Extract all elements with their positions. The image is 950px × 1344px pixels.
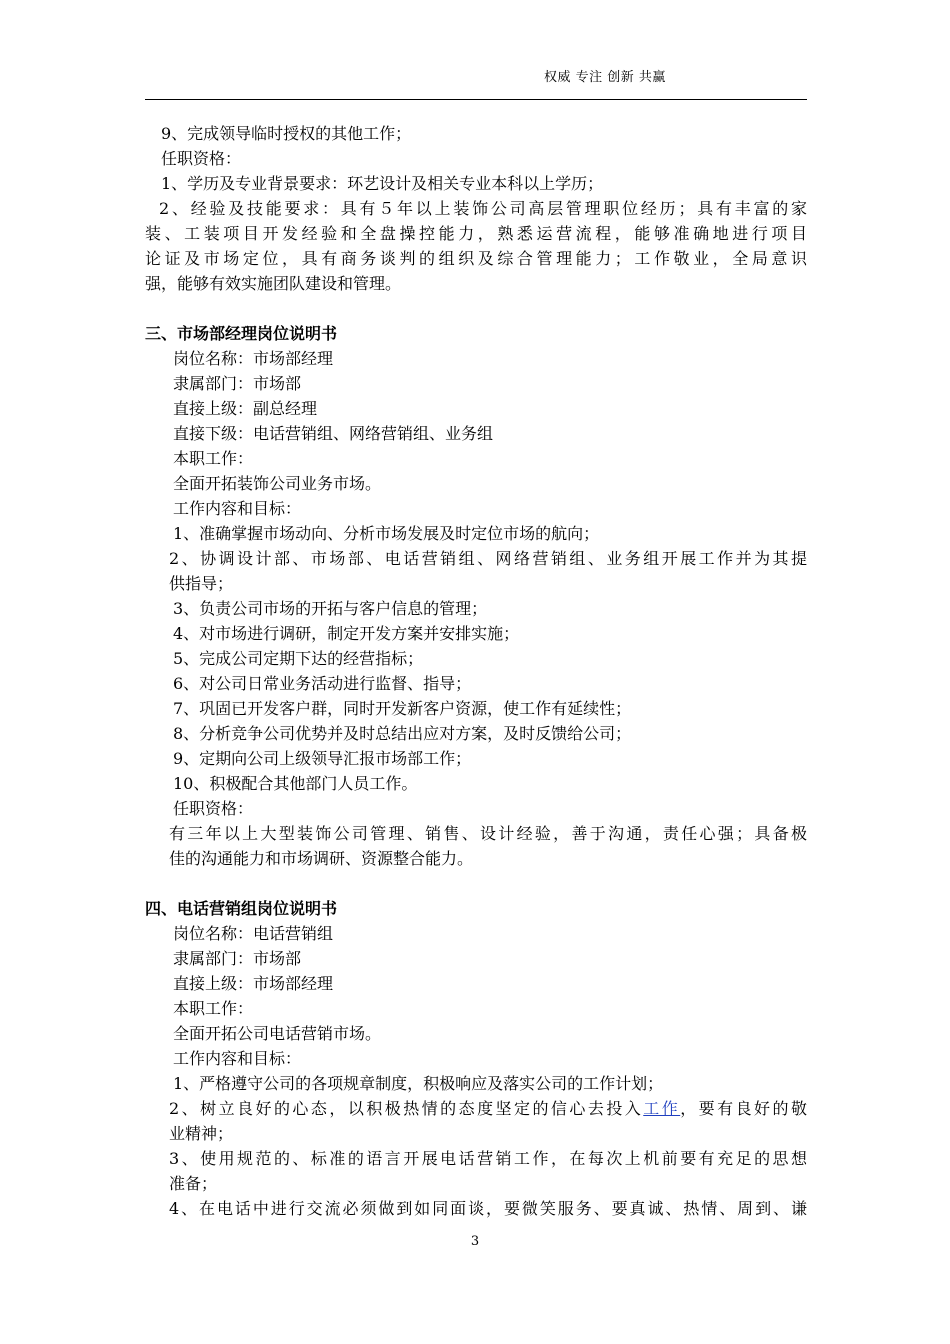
section-4-task-2-line-2: 业精神；	[169, 1124, 234, 1143]
section-4-department: 隶属部门：市场部	[173, 949, 302, 968]
section-4-superior: 直接上级：市场部经理	[173, 974, 334, 993]
section-3-duty-title: 本职工作：	[173, 449, 254, 468]
prev-qualification-2-line-3: 论证及市场定位，具有商务谈判的组织及综合管理能力；工作敬业，全局意识	[145, 249, 807, 268]
section-3-subordinate: 直接下级：电话营销组、网络营销组、业务组	[173, 424, 494, 443]
section-4-task-4-line-1: 4、在电话中进行交流必须做到如同面谈，要微笑服务、要真诚、热情、周到、谦	[169, 1199, 807, 1218]
section-3-duty: 全面开拓装饰公司业务市场。	[173, 474, 382, 493]
prev-qualification-2-line-4: 强，能够有效实施团队建设和管理。	[145, 274, 402, 293]
section-3-task-5: 5、完成公司定期下达的经营指标；	[173, 649, 424, 668]
prev-qualification-title: 任职资格：	[161, 149, 242, 168]
section-4-task-1: 1、严格遵守公司的各项规章制度，积极响应及落实公司的工作计划；	[173, 1074, 664, 1093]
section-4-task-3-line-2: 准备；	[169, 1174, 218, 1193]
section-4-task-2-text-end: ，要有良好的敬	[680, 1099, 807, 1118]
section-3-position-name: 岗位名称：市场部经理	[173, 349, 334, 368]
section-3-task-10: 10、积极配合其他部门人员工作。	[173, 774, 418, 793]
section-4-duty-title: 本职工作：	[173, 999, 254, 1018]
prev-qualification-2-line-2: 装、工装项目开发经验和全盘操控能力，熟悉运营流程，能够准确地进行项目	[145, 224, 807, 243]
section-3-tasks-title: 工作内容和目标：	[173, 499, 302, 518]
section-3-task-6: 6、对公司日常业务活动进行监督、指导；	[173, 674, 472, 693]
section-4-tasks-title: 工作内容和目标：	[173, 1049, 302, 1068]
section-3-qualification-line-2: 佳的沟通能力和市场调研、资源整合能力。	[169, 849, 474, 868]
section-3-task-2-line-1: 2、协调设计部、市场部、电话营销组、网络营销组、业务组开展工作并为其提	[169, 549, 807, 568]
section-3-department: 隶属部门：市场部	[173, 374, 302, 393]
section-4-position-name: 岗位名称：电话营销组	[173, 924, 334, 943]
section-3-heading: 三、市场部经理岗位说明书	[145, 324, 338, 343]
page-number: 3	[470, 1234, 480, 1249]
section-4-heading: 四、电话营销组岗位说明书	[145, 899, 338, 918]
prev-task-9: 9、完成领导临时授权的其他工作；	[161, 124, 412, 143]
section-3-task-3: 3、负责公司市场的开拓与客户信息的管理；	[173, 599, 488, 618]
work-link[interactable]: 工作	[643, 1099, 681, 1118]
section-3-task-2-line-2: 供指导；	[169, 574, 234, 593]
section-3-task-4: 4、对市场进行调研，制定开发方案并安排实施；	[173, 624, 520, 643]
document-body	[145, 121, 807, 1221]
section-3-qualification-title: 任职资格：	[173, 799, 254, 818]
header-slogan: 权威 专注 创新 共赢	[544, 70, 666, 85]
section-3-task-8: 8、分析竞争公司优势并及时总结出应对方案，及时反馈给公司；	[173, 724, 632, 743]
section-3-superior: 直接上级：副总经理	[173, 399, 318, 418]
section-4-duty: 全面开拓公司电话营销市场。	[173, 1024, 382, 1043]
section-3-task-9: 9、定期向公司上级领导汇报市场部工作；	[173, 749, 472, 768]
prev-qualification-2-line-1: 2、经验及技能要求：具有５年以上装饰公司高层管理职位经历；具有丰富的家	[159, 199, 807, 218]
prev-qualification-1: 1、学历及专业背景要求：环艺设计及相关专业本科以上学历；	[161, 174, 604, 193]
section-gap	[145, 296, 807, 321]
section-4-task-3-line-1: 3、使用规范的、标准的语言开展电话营销工作，在每次上机前要有充足的思想	[169, 1149, 807, 1168]
section-gap	[145, 871, 807, 896]
section-4-task-2-line-1	[145, 1096, 807, 1121]
section-3-task-1: 1、准确掌握市场动向、分析市场发展及时定位市场的航向；	[173, 524, 600, 543]
section-4-task-2-text: 2、树立良好的心态，以积极热情的态度坚定的信心去投入	[169, 1099, 644, 1118]
section-3-qualification-line-1: 有三年以上大型装饰公司管理、销售、设计经验，善于沟通，责任心强；具备极	[169, 824, 807, 843]
section-3-task-7: 7、巩固已开发客户群，同时开发新客户资源，使工作有延续性；	[173, 699, 632, 718]
header-rule	[145, 99, 807, 100]
